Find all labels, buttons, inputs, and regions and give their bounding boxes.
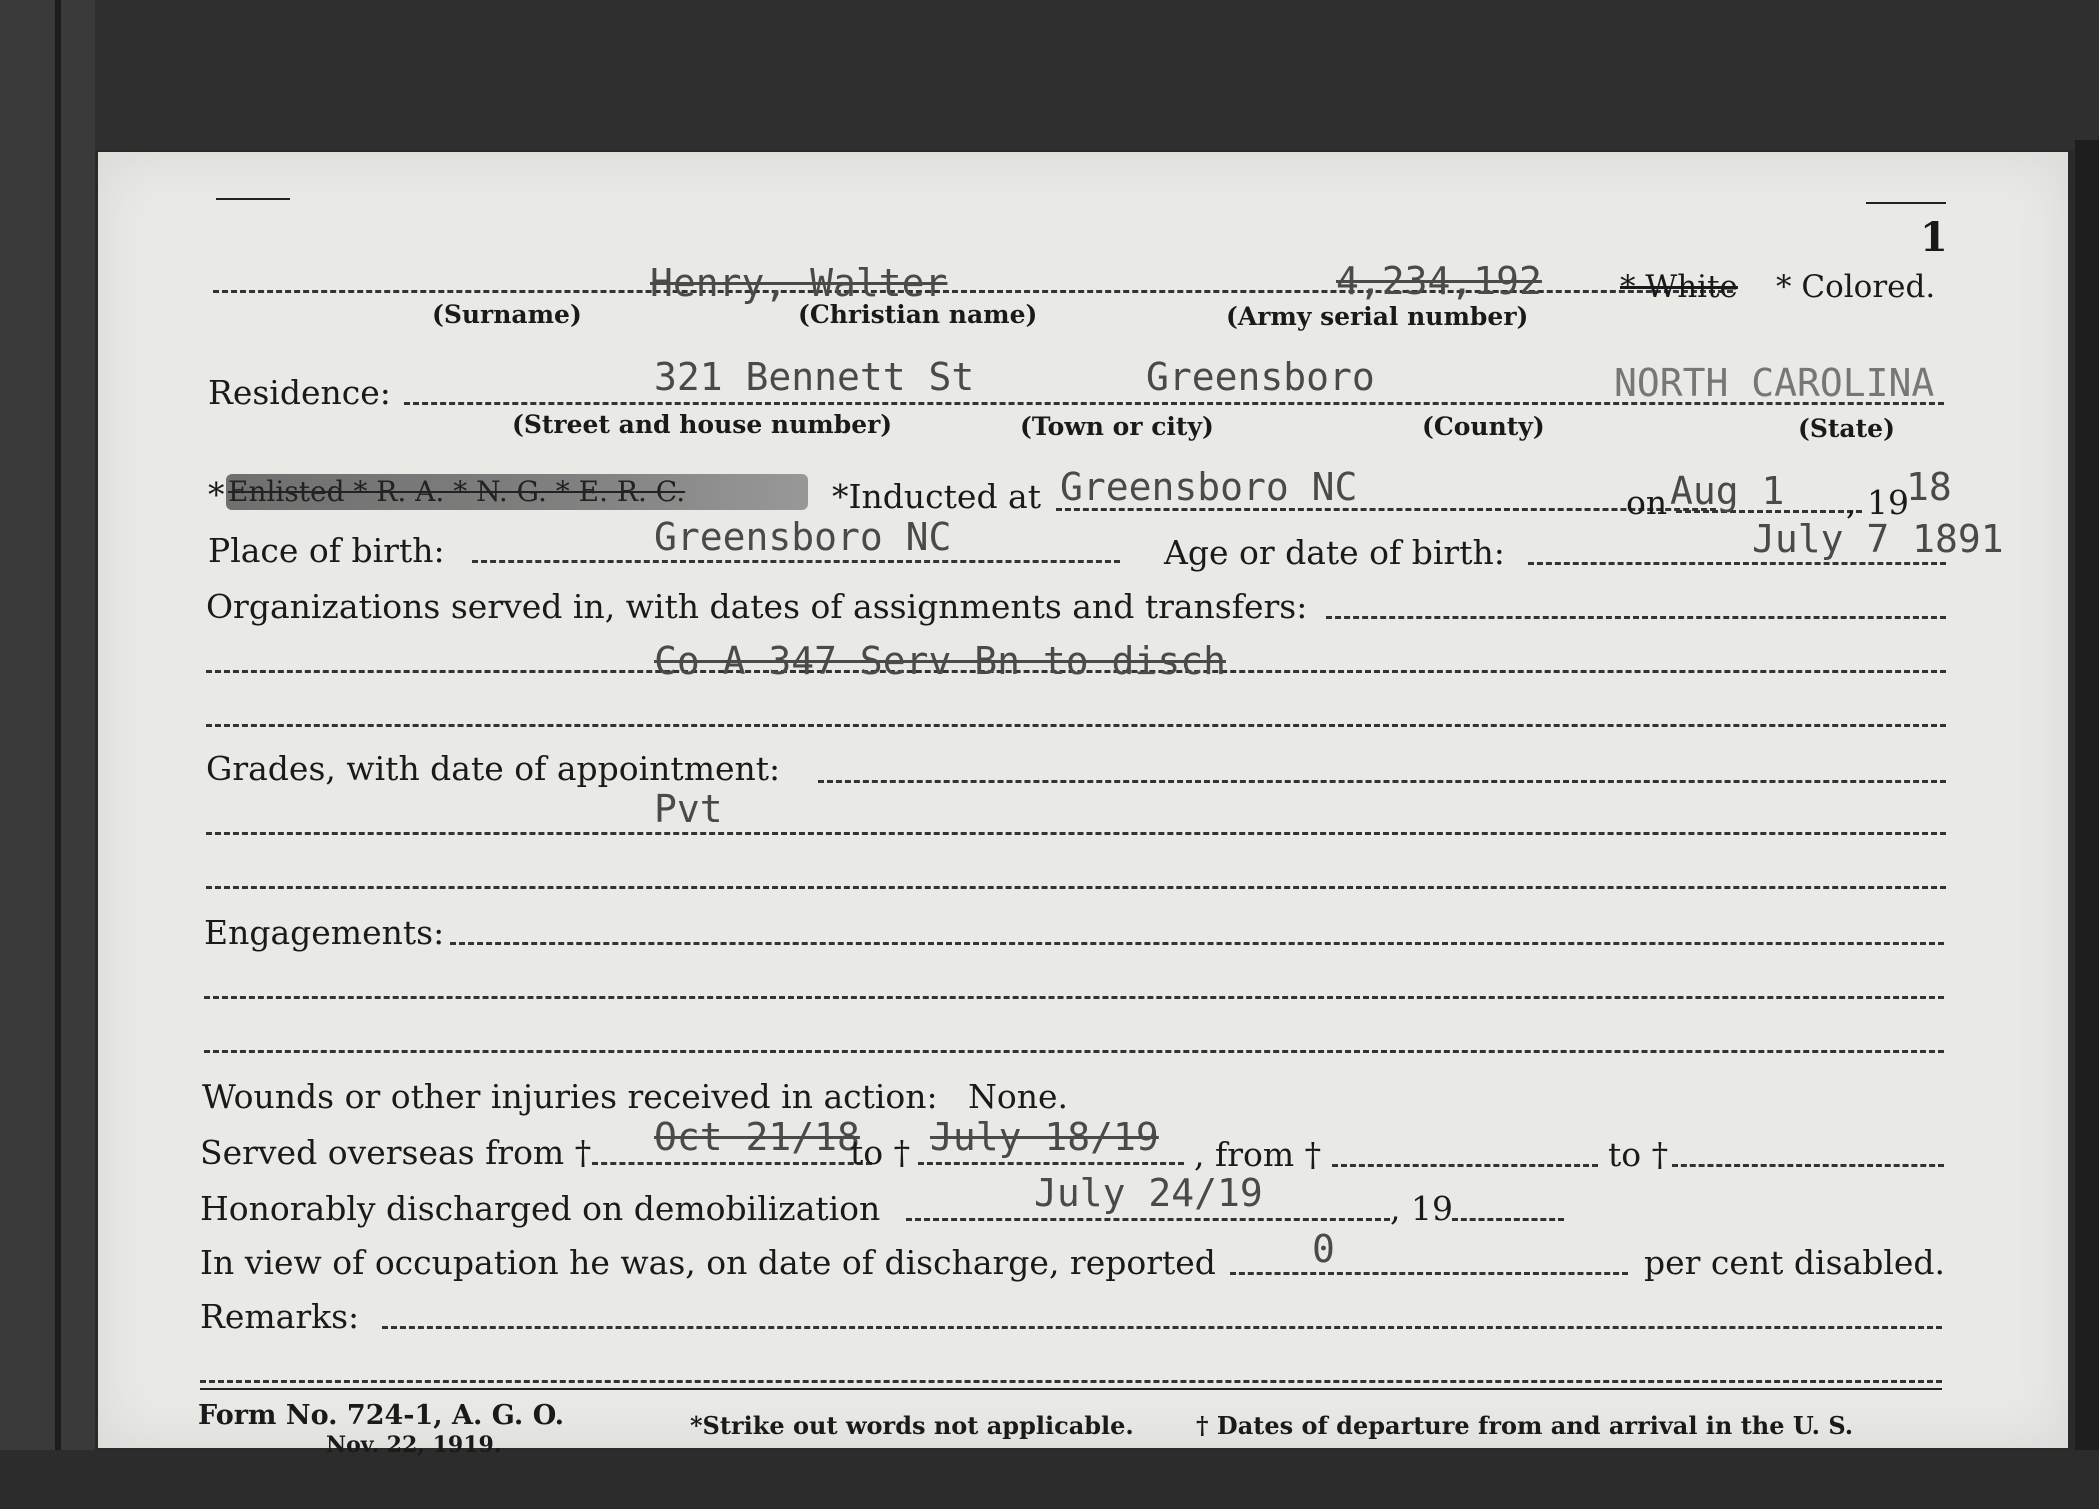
top-left-rule [216, 198, 290, 200]
caption-state: (State) [1798, 414, 1895, 443]
overseas-from-2-label: , from † [1194, 1135, 1322, 1174]
residence-street: 321 Bennett St [654, 355, 975, 399]
residence-town: Greensboro [1146, 355, 1375, 399]
overseas-to: July 18/19 [930, 1115, 1159, 1159]
age-line [1528, 562, 1946, 565]
grades-line-2 [206, 832, 1946, 835]
wounds-label: Wounds or other injuries received in action: [202, 1077, 938, 1116]
enlisted-asterisk: * [208, 475, 225, 514]
organizations-line-3 [206, 724, 1946, 727]
residence-label: Residence: [208, 373, 391, 412]
race-white: * White [1620, 269, 1738, 305]
overseas-to-2-line [1672, 1164, 1944, 1167]
caption-surname: (Surname) [432, 300, 582, 329]
wounds-value: None. [968, 1077, 1069, 1116]
overseas-to-2-label: to † [1608, 1135, 1669, 1174]
binder-right [2075, 140, 2099, 1509]
disabled-line [1230, 1272, 1628, 1275]
top-right-rule [1866, 202, 1946, 204]
organizations-line-1 [1326, 616, 1946, 619]
discharge-year-line [1452, 1218, 1564, 1221]
residence-state: NORTH CAROLINA [1614, 361, 1935, 405]
soldier-name: Henry, Walter [650, 261, 948, 305]
binder-left [0, 0, 95, 1509]
overseas-to-label: to † [850, 1133, 911, 1172]
overseas-from-line [592, 1162, 872, 1165]
grades-label: Grades, with date of appointment: [206, 749, 781, 788]
discharge-date: July 24/19 [1034, 1171, 1263, 1215]
footer-rule [200, 1388, 1942, 1390]
inducted-date: Aug 1 [1670, 469, 1785, 513]
caption-county: (County) [1422, 412, 1545, 441]
year-suffix: 18 [1906, 465, 1952, 509]
army-serial-number: 4,234,192 [1336, 259, 1542, 303]
disabled-label: per cent disabled. [1644, 1243, 1946, 1282]
footnote-strike: *Strike out words not applicable. [690, 1411, 1134, 1440]
engagements-label: Engagements: [204, 913, 445, 952]
discharge-line [906, 1218, 1390, 1221]
form-number: Form No. 724-1, A. G. O. [198, 1400, 565, 1431]
overseas-from-2-line [1332, 1164, 1598, 1167]
engagements-line-2 [204, 996, 1944, 999]
caption-street: (Street and house number) [512, 410, 893, 439]
binder-edge [55, 0, 61, 1509]
organizations-label: Organizations served in, with dates of assignments and transfers: [206, 587, 1308, 626]
remarks-line-2 [200, 1380, 1942, 1383]
form-date: Nov. 22, 1919. [326, 1432, 502, 1458]
inducted-place: Greensboro NC [1060, 465, 1358, 509]
discharge-label: Honorably discharged on demobilization [200, 1189, 881, 1228]
birthplace-line [472, 560, 1120, 563]
engagements-line-3 [204, 1050, 1944, 1053]
birthplace: Greensboro NC [654, 515, 952, 559]
birthplace-label: Place of birth: [208, 531, 445, 570]
binder-bottom [0, 1450, 2099, 1509]
service-record-card [98, 152, 2068, 1458]
remarks-label: Remarks: [200, 1297, 360, 1336]
caption-serial-number: (Army serial number) [1226, 302, 1529, 331]
overseas-label: Served overseas from † [200, 1133, 592, 1172]
binder-top [0, 0, 2099, 150]
overseas-to-line [918, 1162, 1184, 1165]
year-prefix: , 19 [1846, 483, 1909, 522]
page-number: 1 [1920, 214, 1948, 261]
organizations-value: Co A 347 Serv Bn to disch [654, 639, 1226, 683]
caption-christian-name: (Christian name) [798, 300, 1038, 329]
enlisted-options: Enlisted * R. A. * N. G. * E. R. C. [228, 475, 686, 508]
birth-date: July 7 1891 [1752, 517, 2004, 561]
age-label: Age or date of birth: [1164, 533, 1505, 572]
grades-line-3 [206, 886, 1946, 889]
grade-value: Pvt [654, 787, 723, 831]
overseas-from: Oct 21/18 [654, 1115, 860, 1159]
on-label: on [1626, 483, 1668, 522]
engagements-line-1 [450, 942, 1944, 945]
disabled-value: 0 [1312, 1227, 1335, 1271]
remarks-line-1 [382, 1326, 1942, 1329]
occupation-label: In view of occupation he was, on date of discharge, reported [200, 1243, 1216, 1282]
race-colored: * Colored. [1776, 269, 1936, 305]
footnote-dates: † Dates of departure from and arrival in the U. S. [1196, 1411, 1854, 1440]
grades-line-1 [818, 780, 1946, 783]
caption-town: (Town or city) [1020, 412, 1214, 441]
inducted-label: *Inducted at [832, 477, 1041, 516]
discharge-year: , 19 [1390, 1189, 1453, 1228]
